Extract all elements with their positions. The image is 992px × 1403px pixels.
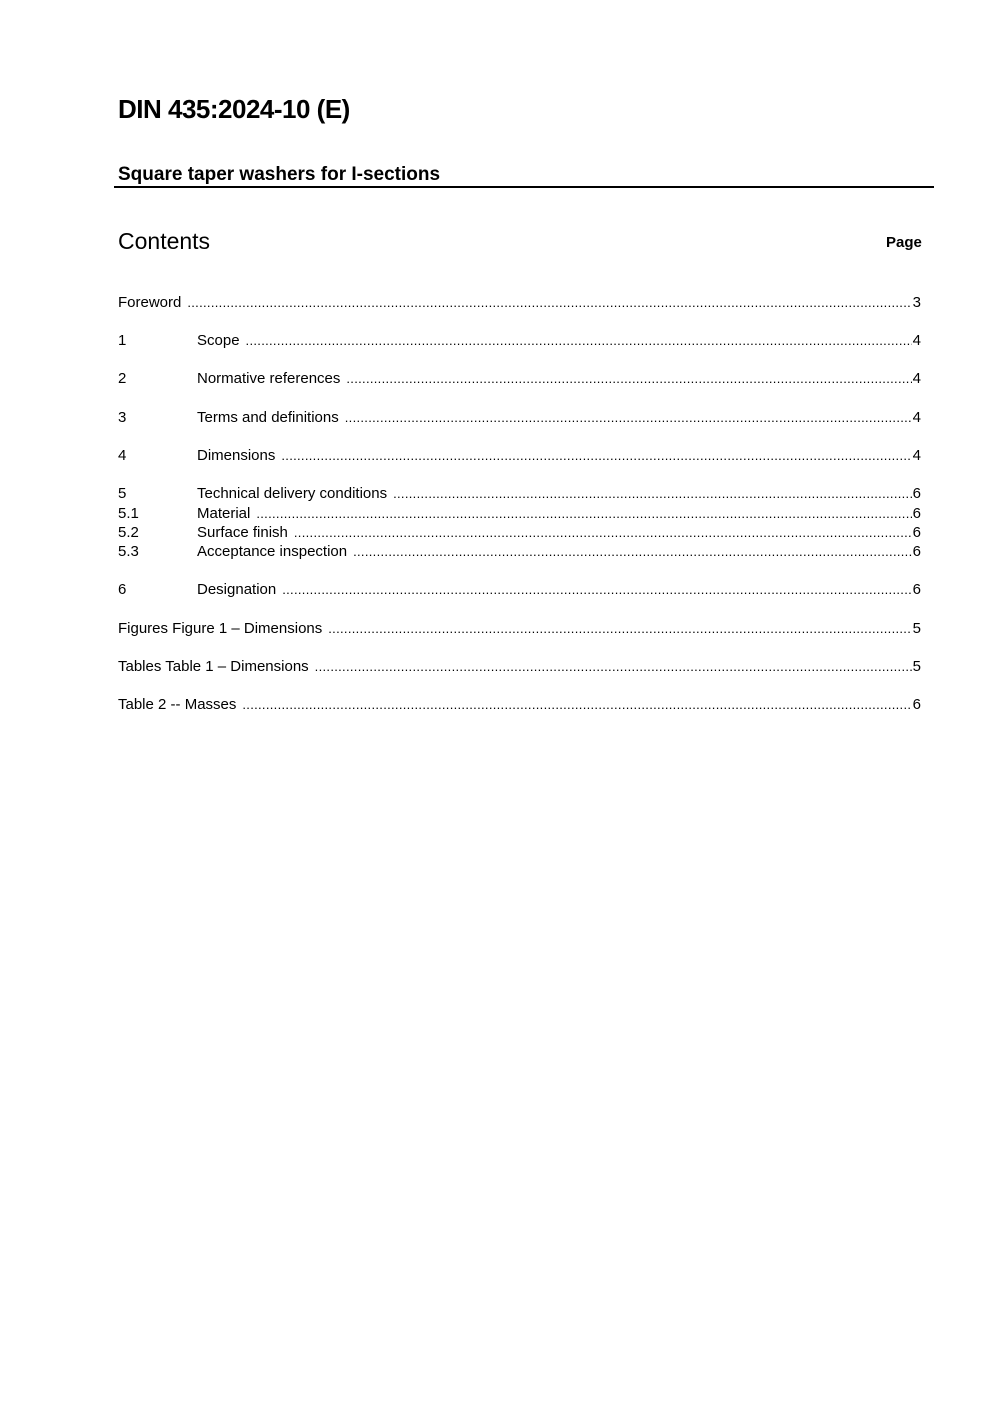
toc-entry-surface-finish[interactable]	[118, 523, 921, 542]
toc-entry-number: 4	[118, 447, 127, 464]
toc-entry-title: Scope	[197, 332, 240, 349]
toc-entry-page: 6	[912, 696, 921, 713]
toc-dot-leader	[187, 293, 911, 312]
toc-dot-leader	[256, 504, 911, 523]
toc-dot-leader	[242, 695, 911, 714]
toc-entry-page: 4	[912, 332, 921, 349]
toc-entry-number: 5.1	[118, 505, 139, 522]
toc-dot-leader	[281, 446, 911, 465]
toc-entry-dimensions[interactable]	[118, 446, 921, 465]
toc-dot-leader	[393, 484, 912, 503]
toc-entry-number: 3	[118, 409, 127, 426]
toc-entry-page: 3	[912, 294, 921, 311]
toc-entry-title: Tables Table 1 – Dimensions	[118, 658, 309, 675]
toc-entry-page: 6	[912, 485, 921, 502]
toc-dot-leader	[315, 657, 912, 676]
toc-entry-normative-references[interactable]	[118, 369, 921, 388]
toc-entry-table-2[interactable]	[118, 695, 921, 714]
toc-entry-title: Material	[197, 505, 251, 522]
toc-entry-number: 5.2	[118, 524, 139, 541]
contents-heading: Contents	[118, 228, 211, 254]
toc-entry-title: Acceptance inspection	[197, 543, 348, 560]
toc-entry-figure-1[interactable]	[118, 619, 921, 638]
toc-entry-page: 5	[912, 658, 921, 675]
toc-entry-table-1[interactable]	[118, 657, 921, 676]
toc-entry-page: 6	[912, 505, 921, 522]
toc-dot-leader	[353, 542, 912, 561]
toc-entry-title: Dimensions	[197, 447, 276, 464]
toc-dot-leader	[246, 331, 912, 350]
toc-entry-page: 5	[912, 620, 921, 637]
toc-dot-leader	[294, 523, 912, 542]
toc-entry-page: 4	[912, 409, 921, 426]
toc-entry-technical-delivery-conditions[interactable]	[118, 484, 921, 503]
toc-entry-number: 6	[118, 581, 127, 598]
toc-entry-page: 4	[912, 447, 921, 464]
toc-entry-number: 2	[118, 370, 127, 387]
toc-dot-leader	[328, 619, 911, 638]
toc-entry-title: Figures Figure 1 – Dimensions	[118, 620, 323, 637]
toc-entry-title: Technical delivery conditions	[197, 485, 388, 502]
toc-entry-title: Surface finish	[197, 524, 288, 541]
toc-entry-number: 1	[118, 332, 127, 349]
title-divider	[114, 186, 934, 188]
toc-entry-title: Designation	[197, 581, 277, 598]
toc-entry-title: Terms and definitions	[197, 409, 339, 426]
toc-entry-scope[interactable]	[118, 331, 921, 350]
toc-entry-page: 6	[912, 543, 921, 560]
document-id: DIN 435:2024-10 (E)	[118, 94, 350, 124]
toc-entry-material[interactable]	[118, 504, 921, 523]
toc-entry-terms-and-definitions[interactable]	[118, 408, 921, 427]
document-title: Square taper washers for I-sections	[118, 164, 441, 185]
toc-entry-page: 4	[912, 370, 921, 387]
toc-entry-number: 5.3	[118, 543, 139, 560]
toc-entry-title: Table 2 -- Masses	[118, 696, 237, 713]
toc-entry-foreword[interactable]	[118, 293, 921, 312]
toc-entry-acceptance-inspection[interactable]	[118, 542, 921, 561]
toc-dot-leader	[345, 408, 912, 427]
toc-entry-title: Foreword	[118, 294, 182, 311]
toc-dot-leader	[346, 369, 911, 388]
toc-entry-designation[interactable]	[118, 580, 921, 599]
toc-entry-page: 6	[912, 581, 921, 598]
toc-entry-number: 5	[118, 485, 127, 502]
toc-entry-page: 6	[912, 524, 921, 541]
toc-dot-leader	[282, 580, 911, 599]
toc-entry-title: Normative references	[197, 370, 341, 387]
page-column-heading: Page	[886, 234, 922, 251]
